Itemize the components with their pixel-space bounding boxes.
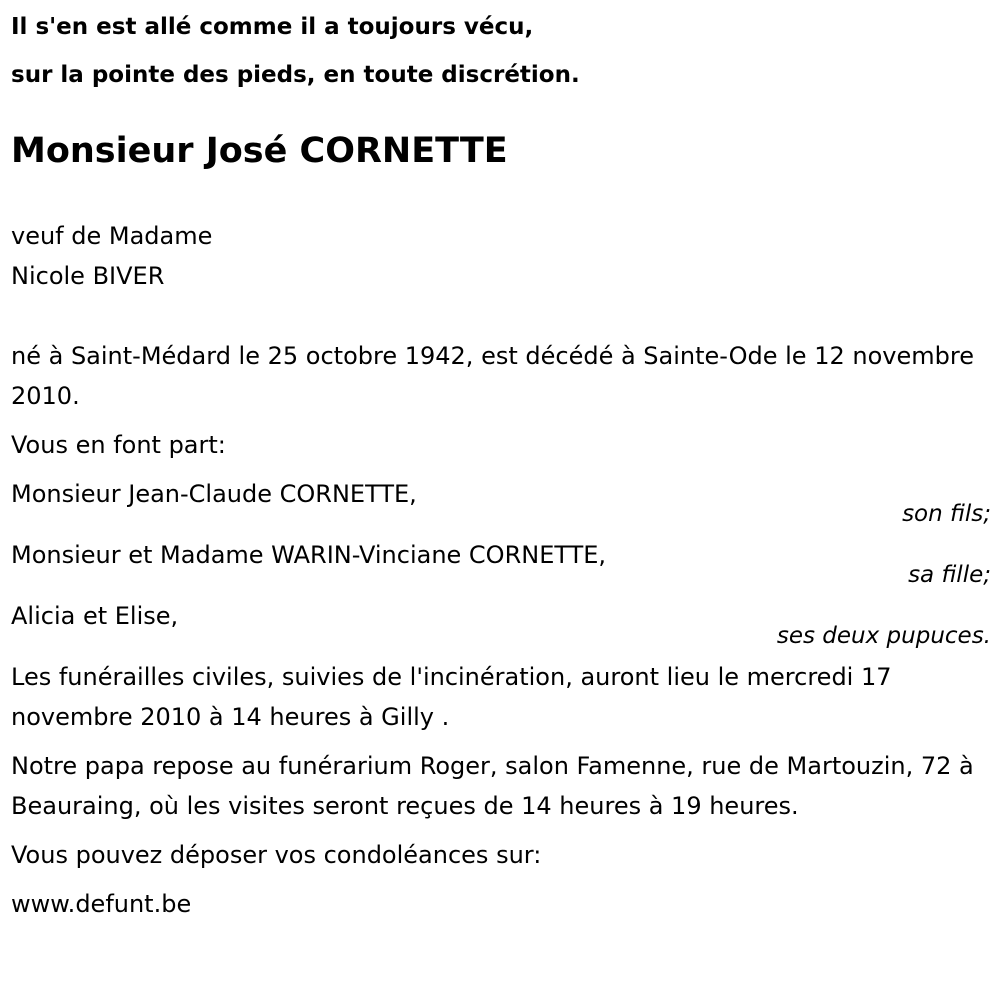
announce-intro: Vous en font part:: [11, 431, 226, 459]
widow-info: [11, 216, 991, 296]
birth-death-info: né à Saint-Médard le 25 octobre 1942, est décédé à Sainte-Ode le 12 novembre 2010.: [11, 342, 974, 410]
relative-item: [11, 596, 991, 648]
widow-line-2: Nicole BIVER: [11, 262, 165, 290]
obituary-notice: [11, 0, 991, 924]
condolences-website-link[interactable]: www.defunt.be: [11, 890, 192, 918]
funeral-info: Les funérailles civiles, suivies de l'incinération, auront lieu le mercredi 17 novembre 2010 à 14 heures à Gilly .: [11, 663, 892, 731]
epigraph: [11, 3, 991, 99]
widow-line-1: veuf de Madame: [11, 222, 213, 250]
deceased-name: Monsieur José CORNETTE: [11, 131, 508, 171]
relative-name: Monsieur Jean-Claude CORNETTE,: [11, 480, 417, 508]
relative-name: Alicia et Elise,: [11, 602, 179, 630]
relative-name: Monsieur et Madame WARIN-Vinciane CORNETTE,: [11, 541, 607, 569]
relatives-list: [11, 474, 991, 648]
condolences-intro: Vous pouvez déposer vos condoléances sur:: [11, 841, 542, 869]
relative-relation: ses deux pupuces.: [776, 623, 991, 649]
epigraph-line-2: sur la pointe des pieds, en toute discrétion.: [11, 62, 580, 88]
epigraph-line-1: Il s'en est allé comme il a toujours vécu,: [11, 14, 534, 40]
resting-info: Notre papa repose au funérarium Roger, salon Famenne, rue de Martouzin, 72 à Beauraing, où les visites seront reçues de 14 heures à 19 heures.: [11, 752, 974, 820]
relative-relation: son fils;: [902, 501, 991, 527]
relative-relation: sa fille;: [908, 562, 991, 588]
relative-item: [11, 474, 991, 526]
relative-item: [11, 535, 991, 587]
